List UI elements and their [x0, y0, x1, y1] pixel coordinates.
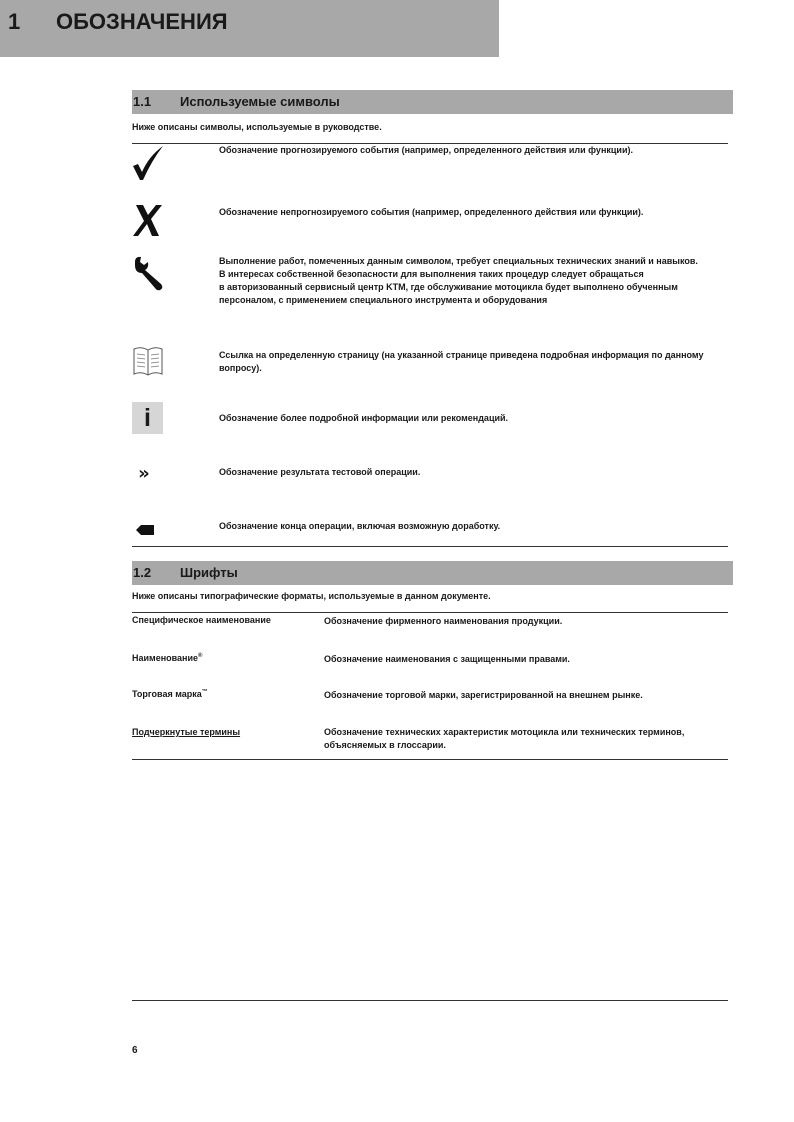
symbol-description: Обозначение результата тестовой операции.: [219, 467, 421, 477]
double-chevron-icon: »: [138, 463, 150, 484]
font-term: Наименование®: [132, 653, 203, 663]
symbol-description: Обозначение непрогнозируемого события (например, определенного действия или функции).: [219, 207, 644, 217]
font-description: Обозначение технических характеристик мотоцикла или технических терминов, объясняемых в глоссарии.: [324, 727, 685, 750]
end-marker-icon: [132, 520, 156, 540]
symbol-description: Обозначение конца операции, включая возможную доработку.: [219, 521, 501, 531]
info-icon: i: [132, 402, 163, 434]
chapter-header: [0, 0, 499, 57]
description-line: персоналом, с применением специального инструмента и оборудования: [219, 295, 548, 305]
font-term: Подчеркнутые термины: [132, 727, 241, 737]
cross-icon: [132, 202, 164, 238]
chapter-title: ОБОЗНАЧЕНИЯ: [56, 9, 228, 34]
font-description: Обозначение фирменного наименования продукции.: [324, 616, 563, 626]
section-title: Шрифты: [180, 565, 238, 580]
book-icon: [132, 344, 164, 380]
symbol-description: [219, 255, 729, 307]
symbol-description: Ссылка на определенную страницу (на указанной странице приведена подробная информация по данному вопросу).: [219, 350, 704, 373]
description-line: в авторизованный сервисный центр KTM, где обслуживание мотоцикла будет выполнено обученным: [219, 282, 678, 292]
description-line: Выполнение работ, помеченных данным символом, требует специальных технических знаний и навыков.: [219, 256, 698, 266]
wrench-icon: [132, 256, 164, 292]
font-term: Торговая марка™: [132, 689, 208, 699]
description-line: В интересах собственной безопасности для выполнения таких процедур следует обращаться: [219, 269, 644, 279]
chapter-number: 1: [8, 9, 21, 34]
font-term: Специфическое наименование: [132, 615, 271, 625]
footer-rule: [132, 1000, 728, 1001]
section-header-fonts: [132, 561, 733, 585]
section-number: 1.2: [133, 565, 152, 580]
symbol-description: Обозначение более подробной информации или рекомендаций.: [219, 413, 509, 423]
check-icon: [132, 144, 164, 180]
section-intro: Ниже описаны типографические форматы, используемые в данном документе.: [132, 591, 491, 601]
divider: [132, 612, 728, 613]
font-description: Обозначение наименования с защищенными правами.: [324, 654, 570, 664]
font-description: Обозначение торговой марки, зарегистрированной на внешнем рынке.: [324, 690, 643, 700]
section-header-symbols: [132, 90, 733, 114]
section-title: Используемые символы: [180, 94, 340, 109]
page-number: 6: [132, 1045, 138, 1056]
registered-mark: ®: [198, 653, 203, 659]
section-number: 1.1: [133, 94, 152, 109]
section-intro: Ниже описаны символы, используемые в руководстве.: [132, 122, 382, 132]
symbol-description: Обозначение прогнозируемого события (например, определенного действия или функции).: [219, 145, 633, 155]
divider: [132, 546, 728, 547]
trademark-mark: ™: [201, 689, 208, 695]
divider: [132, 759, 728, 760]
